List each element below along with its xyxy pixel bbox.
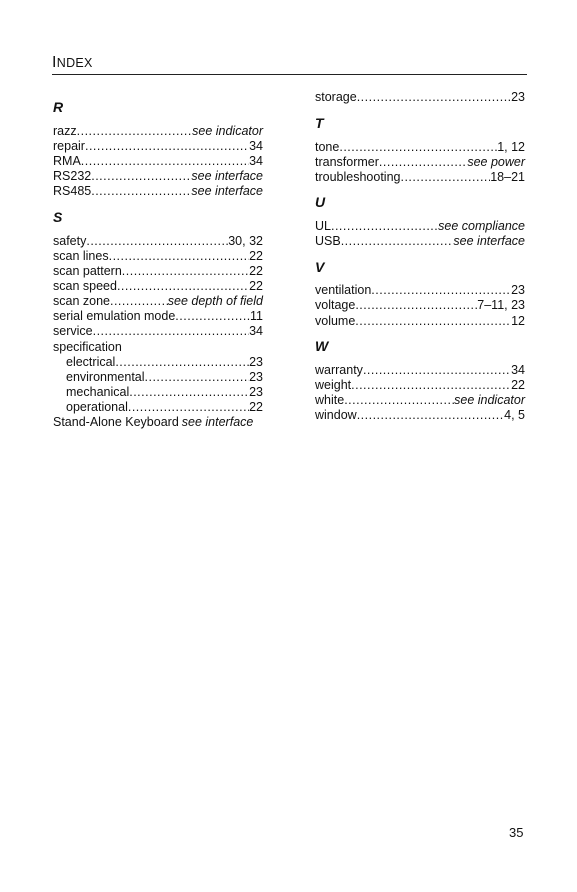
leader-dots <box>363 363 511 378</box>
entry-term: weight <box>315 378 352 392</box>
entry-term: USB <box>315 234 341 248</box>
header-rule <box>52 74 527 75</box>
index-entry-troubleshooting <box>315 170 525 185</box>
entry-term: storage <box>315 90 357 104</box>
leader-dots <box>355 298 477 313</box>
leader-dots <box>175 309 250 324</box>
entry-ref: see interface <box>191 184 263 198</box>
entry-ref: 23 <box>249 355 263 369</box>
leader-dots <box>351 378 511 393</box>
entry-term: troubleshooting <box>315 170 401 184</box>
entry-term: tone <box>315 140 340 154</box>
leader-dots <box>86 234 228 249</box>
leader-dots <box>109 249 250 264</box>
leader-dots <box>129 385 249 400</box>
entry-term: razz <box>53 124 77 138</box>
index-entry-service <box>53 324 263 339</box>
entry-ref: 22 <box>249 249 263 263</box>
leader-dots <box>122 264 249 279</box>
index-entry-volume <box>315 314 525 329</box>
entry-ref: 22 <box>249 400 263 414</box>
index-entry-scan-speed <box>53 279 263 294</box>
index-entry-storage <box>315 90 525 105</box>
section-letter-w: W <box>315 338 329 354</box>
index-entry-transformer <box>315 155 525 170</box>
entry-term: scan speed <box>53 279 117 293</box>
entry-ref: 34 <box>511 363 525 377</box>
index-entry-stand-alone-keyboard <box>53 415 263 430</box>
leader-dots <box>110 294 168 309</box>
entry-ref: 34 <box>249 324 263 338</box>
leader-dots <box>339 140 497 155</box>
entry-ref: 30, 32 <box>228 234 263 248</box>
index-entry-scan-pattern <box>53 264 263 279</box>
entry-term: RS485 <box>53 184 92 198</box>
entry-term: operational <box>66 400 128 414</box>
leader-dots <box>357 408 504 423</box>
leader-dots <box>85 139 249 154</box>
entry-ref: see interface <box>191 169 263 183</box>
leader-dots <box>344 393 454 408</box>
leader-dots <box>77 124 193 139</box>
entry-term: repair <box>53 139 85 153</box>
entry-term: voltage <box>315 298 356 312</box>
entry-ref: see depth of field <box>167 294 263 308</box>
entry-ref: 11 <box>250 309 263 323</box>
entry-term: mechanical <box>66 385 130 399</box>
entry-term: scan pattern <box>53 264 122 278</box>
leader-dots <box>145 370 250 385</box>
index-entry-repair <box>53 139 263 154</box>
section-letter-u: U <box>315 194 326 210</box>
entry-term: RS232 <box>53 169 92 183</box>
index-subentry-mechanical <box>66 385 263 400</box>
index-entry-tone <box>315 140 525 155</box>
index-entry-specification <box>53 340 263 355</box>
leader-dots <box>371 283 511 298</box>
entry-ref: 23 <box>249 370 263 384</box>
entry-ref: see indicator <box>454 393 525 407</box>
entry-term: volume <box>315 314 356 328</box>
leader-dots <box>331 219 438 234</box>
page-title-rest: NDEX <box>56 56 93 70</box>
entry-ref: see power <box>467 155 525 169</box>
entry-ref: see indicator <box>192 124 263 138</box>
leader-dots <box>93 324 250 339</box>
section-letter-s: S <box>53 209 63 225</box>
entry-term: scan lines <box>53 249 109 263</box>
entry-ref: 23 <box>249 385 263 399</box>
entry-term: specification <box>53 340 122 354</box>
page-title-initial: I <box>52 54 57 71</box>
section-letter-r: R <box>53 99 64 115</box>
index-entry-serial-emulation-mode <box>53 309 263 324</box>
index-entry-scan-lines <box>53 249 263 264</box>
leader-dots <box>117 279 249 294</box>
leader-dots <box>400 170 490 185</box>
entry-ref: 7–11, 23 <box>477 298 525 312</box>
entry-ref: 23 <box>511 90 525 104</box>
index-subentry-electrical <box>66 355 263 370</box>
index-entry-rma <box>53 154 263 169</box>
entry-ref: see interface <box>453 234 525 248</box>
entry-term: scan zone <box>53 294 110 308</box>
index-entry-ventilation <box>315 283 525 298</box>
section-letter-t: T <box>315 115 324 131</box>
index-entry-window <box>315 408 525 423</box>
leader-dots <box>355 314 511 329</box>
entry-term: ventilation <box>315 283 372 297</box>
index-entry-white <box>315 393 525 408</box>
index-entry-scan-zone <box>53 294 263 309</box>
leader-dots <box>91 184 191 199</box>
index-entry-ul <box>315 219 525 234</box>
entry-term: warranty <box>315 363 363 377</box>
entry-term: Stand-Alone Keyboard <box>53 415 179 429</box>
entry-ref: 22 <box>249 264 263 278</box>
entry-ref: see interface <box>181 415 254 429</box>
entry-term: window <box>315 408 357 422</box>
entry-ref: 4, 5 <box>504 408 525 422</box>
index-entry-voltage <box>315 298 525 313</box>
leader-dots <box>81 154 249 169</box>
entry-term: service <box>53 324 93 338</box>
entry-ref: 18–21 <box>490 170 525 184</box>
entry-term: safety <box>53 234 87 248</box>
entry-term: RMA <box>53 154 81 168</box>
index-subentry-operational <box>66 400 263 415</box>
entry-ref: 23 <box>511 283 525 297</box>
leader-dots <box>379 155 467 170</box>
entry-ref: 12 <box>511 314 525 328</box>
entry-ref: 1, 12 <box>497 140 525 154</box>
entry-term: environmental <box>66 370 145 384</box>
leader-dots <box>91 169 191 184</box>
entry-term: electrical <box>66 355 116 369</box>
entry-term: serial emulation mode <box>53 309 176 323</box>
index-subentry-environmental <box>66 370 263 385</box>
entry-term: white <box>315 393 345 407</box>
section-letter-v: V <box>315 259 325 275</box>
leader-dots <box>115 355 249 370</box>
page-title <box>52 54 93 72</box>
leader-dots <box>128 400 249 415</box>
leader-dots <box>357 90 511 105</box>
index-entry-rs232 <box>53 169 263 184</box>
entry-term: transformer <box>315 155 379 169</box>
index-entry-usb <box>315 234 525 249</box>
index-entry-weight <box>315 378 525 393</box>
entry-ref: 34 <box>249 154 263 168</box>
entry-ref: 22 <box>511 378 525 392</box>
entry-term: UL <box>315 219 331 233</box>
leader-dots <box>341 234 454 249</box>
index-entry-rs485 <box>53 184 263 199</box>
index-entry-warranty <box>315 363 525 378</box>
index-entry-safety <box>53 234 263 249</box>
entry-ref: 34 <box>249 139 263 153</box>
index-entry-razz <box>53 124 263 139</box>
page-number: 35 <box>509 825 524 840</box>
entry-ref: see compliance <box>438 219 525 233</box>
entry-ref: 22 <box>249 279 263 293</box>
